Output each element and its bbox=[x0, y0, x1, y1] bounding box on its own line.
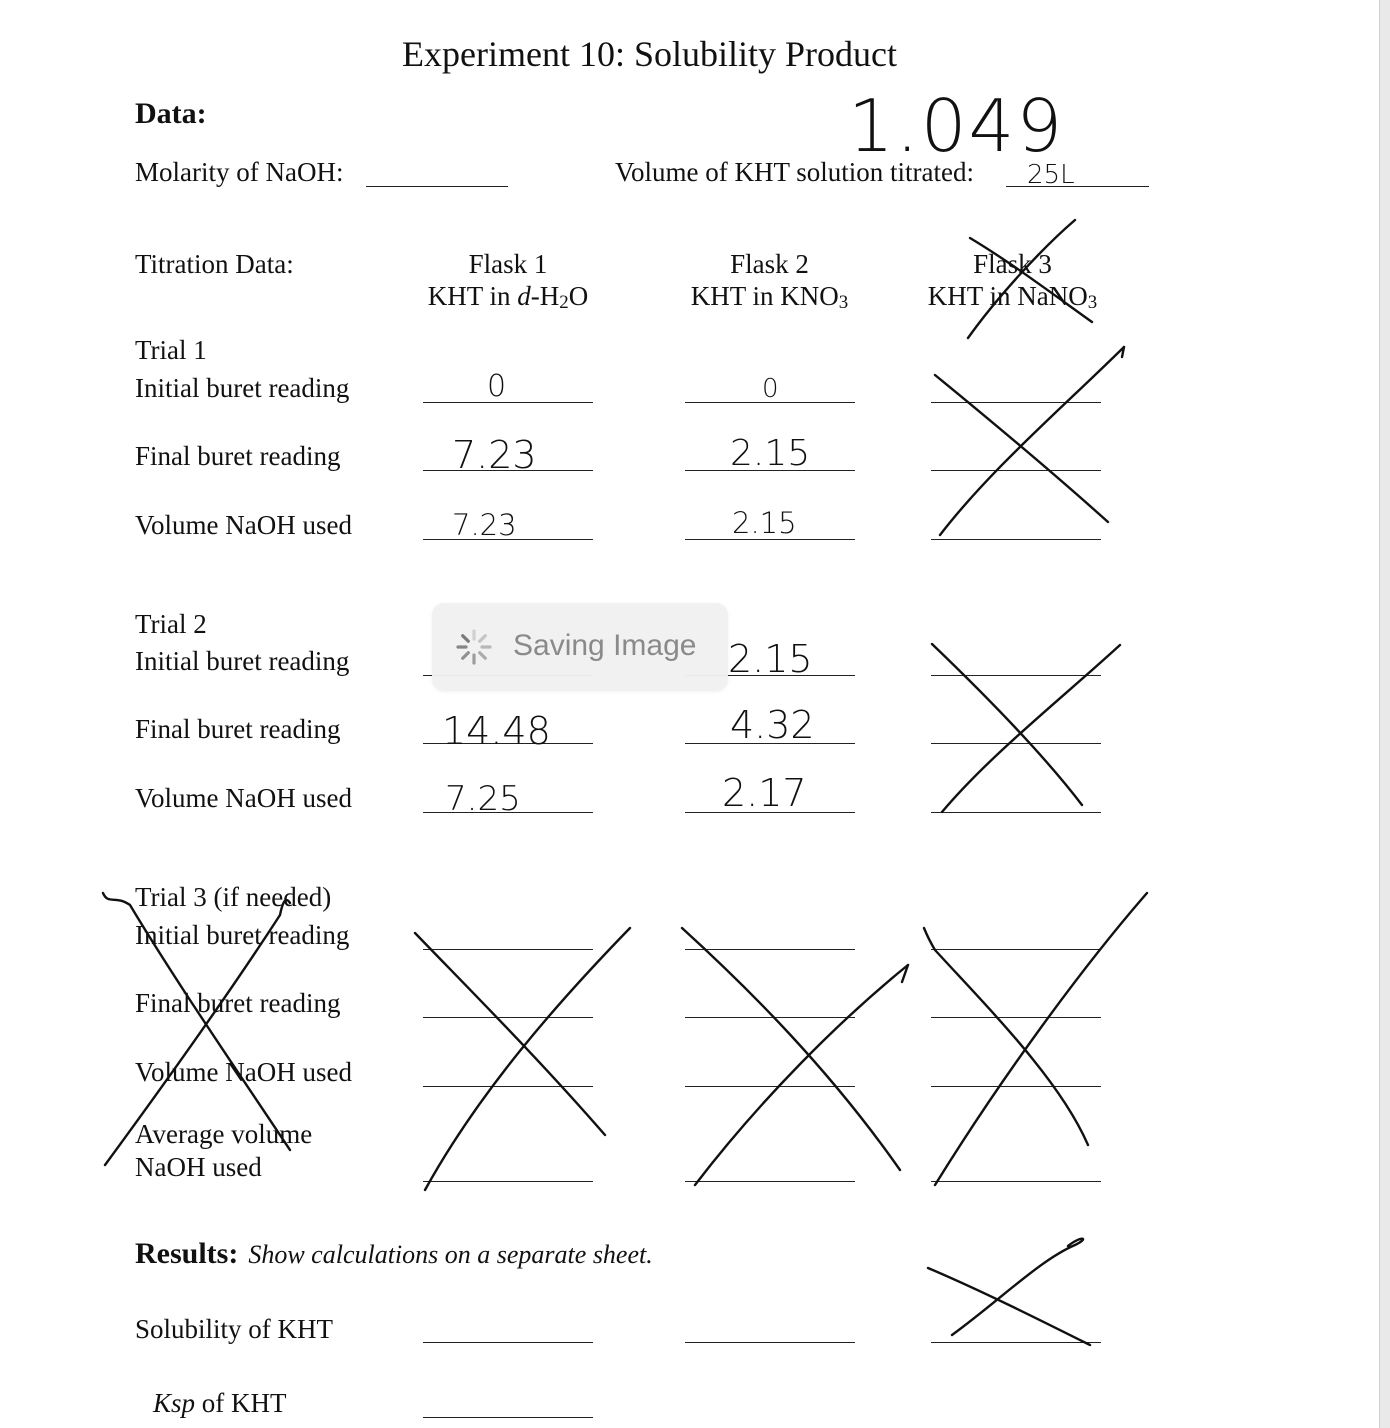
spinner-icon bbox=[454, 627, 494, 667]
crossout-stroke bbox=[932, 644, 1082, 805]
volume-value-handwritten: 25L bbox=[1027, 160, 1075, 190]
answer-line bbox=[685, 1342, 855, 1343]
hw-t2-f1-final: 14.48 bbox=[442, 709, 551, 753]
results-heading: Results: bbox=[135, 1237, 239, 1270]
row-label: Final buret reading bbox=[135, 988, 341, 1018]
answer-line bbox=[931, 539, 1101, 540]
answer-line bbox=[931, 1017, 1101, 1018]
scrollbar[interactable] bbox=[1379, 0, 1390, 1428]
trial-2-label: Trial 2 bbox=[135, 609, 207, 639]
crossout-stroke bbox=[415, 933, 605, 1135]
results-heading-row bbox=[135, 1237, 653, 1271]
trial-3-label: Trial 3 (if needed) bbox=[135, 882, 332, 912]
saving-toast bbox=[432, 603, 728, 691]
answer-line bbox=[931, 1342, 1101, 1343]
row-label: Volume NaOH used bbox=[135, 510, 352, 540]
answer-line bbox=[685, 1181, 855, 1182]
answer-line bbox=[423, 402, 593, 403]
row-label: Initial buret reading bbox=[135, 646, 350, 676]
answer-line bbox=[423, 949, 593, 950]
answer-line bbox=[931, 1181, 1101, 1182]
answer-line bbox=[423, 1181, 593, 1182]
column-sub: KHT in $KNO_3$ bbox=[690, 281, 849, 313]
column-sub: KHT in NaNO$_3$ bbox=[927, 281, 1098, 313]
titration-label: Titration Data: bbox=[135, 249, 294, 279]
row-label: Initial buret reading bbox=[135, 920, 350, 950]
answer-line bbox=[931, 812, 1101, 813]
crossout-stroke bbox=[952, 1239, 1083, 1335]
column-name: Flask 2 bbox=[730, 249, 809, 279]
hw-t1-f1-final: 7.23 bbox=[452, 433, 537, 477]
results-note: Show calculations on a separate sheet. bbox=[248, 1240, 653, 1269]
ksp-label: Ksp of KHT bbox=[153, 1388, 287, 1418]
hw-t2-f2-volume: 2.17 bbox=[722, 771, 807, 815]
row-label: Average volume bbox=[135, 1119, 313, 1149]
answer-line bbox=[931, 675, 1101, 676]
row-label: NaOH used bbox=[135, 1152, 262, 1182]
answer-line bbox=[931, 470, 1101, 471]
answer-line bbox=[685, 949, 855, 950]
hw-t1-f2-final: 2.15 bbox=[730, 433, 811, 474]
answer-line bbox=[423, 1342, 593, 1343]
column-name: Flask 1 bbox=[468, 249, 548, 279]
answer-line bbox=[685, 1017, 855, 1018]
molarity-value-handwritten: 1.049 bbox=[848, 84, 1065, 168]
column-header-flask-3 bbox=[915, 248, 1110, 319]
row-label: Volume NaOH used bbox=[135, 783, 352, 813]
page-title: Experiment 10: Solubility Product bbox=[402, 34, 897, 74]
crossout-stroke bbox=[425, 928, 630, 1190]
hw-t1-f2-volume: 2.15 bbox=[732, 506, 797, 540]
column-header-flask-1 bbox=[413, 248, 603, 319]
crossout-stroke bbox=[928, 1268, 1090, 1345]
crossout-stroke bbox=[942, 645, 1120, 812]
crossout-stroke bbox=[682, 928, 900, 1170]
column-header-flask-2 bbox=[672, 248, 867, 319]
hw-t2-f2-initial: 2.15 bbox=[728, 637, 813, 681]
crossout-stroke bbox=[1122, 347, 1124, 357]
answer-line bbox=[931, 743, 1101, 744]
row-label: Final buret reading bbox=[135, 441, 341, 471]
data-heading: Data: bbox=[135, 97, 207, 130]
volume-label: Volume of KHT solution titrated: bbox=[615, 157, 974, 187]
column-name: Flask 3 bbox=[973, 249, 1052, 279]
trial-1-label: Trial 1 bbox=[135, 335, 207, 365]
hw-t2-f1-volume: 7.25 bbox=[445, 779, 521, 819]
crossout-stroke bbox=[902, 965, 908, 982]
row-label: Volume NaOH used bbox=[135, 1057, 352, 1087]
crossout-stroke bbox=[940, 347, 1124, 535]
column-sub: KHT in $d-H_2O$ bbox=[427, 281, 589, 313]
row-label: Initial buret reading bbox=[135, 373, 350, 403]
molarity-field bbox=[366, 186, 508, 187]
answer-line bbox=[931, 949, 1101, 950]
answer-line bbox=[423, 1086, 593, 1087]
crossout-stroke bbox=[695, 965, 908, 1185]
answer-line bbox=[423, 1417, 593, 1418]
toast-text: Saving Image bbox=[513, 629, 697, 662]
hw-t1-f2-initial: 0 bbox=[762, 374, 779, 404]
answer-line bbox=[931, 402, 1101, 403]
row-label: Final buret reading bbox=[135, 714, 341, 744]
hw-t1-f1-initial: 0 bbox=[487, 369, 507, 404]
molarity-label: Molarity of NaOH: bbox=[135, 157, 344, 187]
crossout-stroke bbox=[924, 928, 1088, 1145]
hw-t1-f1-volume: 7.23 bbox=[452, 508, 517, 542]
crossout-stroke bbox=[935, 893, 1147, 1185]
answer-line bbox=[931, 1086, 1101, 1087]
crossout-stroke bbox=[935, 375, 1108, 522]
hw-t2-f2-final: 4.32 bbox=[730, 703, 815, 747]
solubility-label: Solubility of KHT bbox=[135, 1314, 334, 1344]
answer-line bbox=[685, 1086, 855, 1087]
answer-line bbox=[423, 1017, 593, 1018]
